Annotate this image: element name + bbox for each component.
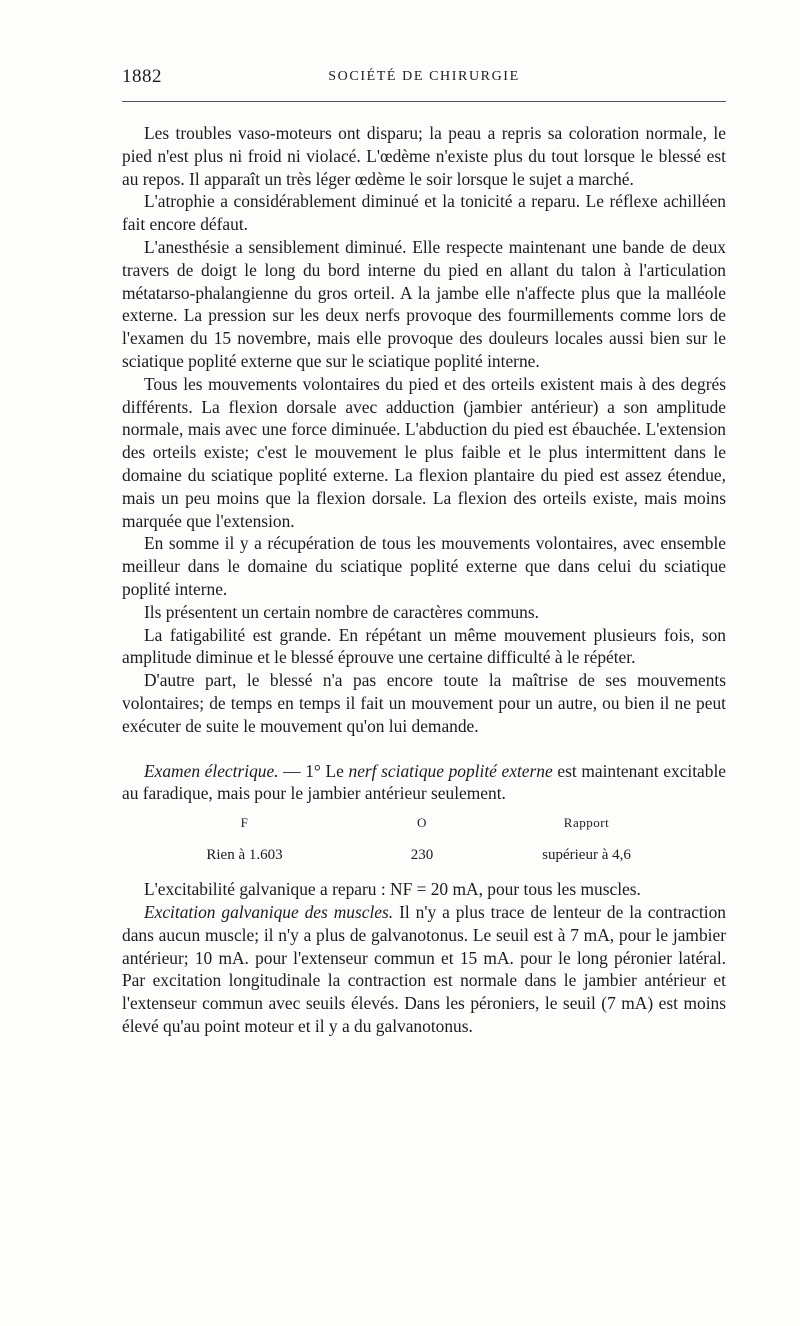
galvanic-muscles-heading: Excitation galvanique des muscles. [144,901,394,922]
table-header-row [122,815,726,847]
table-header-f: F [240,815,249,831]
paragraph-common-traits: Ils présentent un certain nombre de caractères communs. [144,601,539,622]
table-cell-o: 230 [410,847,434,864]
table-cell-f: Rien à 1.603 [206,847,283,864]
running-title: SOCIÉTÉ DE CHIRURGIE [328,69,520,84]
paragraph-control: D'autre part, le blessé n'a pas encore toute la maîtrise de ses mouvements volontaires; de temps en temps il fait un mouvement pour un autre, ou bien il ne peut exécuter de suite le mouvement qu'on lui demande. [122,670,726,736]
page-header [122,66,726,96]
header-rule [122,101,726,102]
exam-rest: est maintenant excitable au faradique, mais pour le jambier antérieur seulement. [122,760,726,804]
paragraph-movements: Tous les mouvements volontaires du pied et des orteils existent mais à des degrés différents. La flexion dorsale avec adduction (jambier antérieur) a son amplitude normale, mais avec une force diminuée. L'abduction du pied est ébauchée. L'extension des orteils existe; c'est le mouvement le plus faible et le plus intermittent dans le domaine du sciatique poplité externe. La flexion plantaire du pied est assez étendue, mais un peu moins que la flexion dorsale. La flexion des orteils existe, mais moins marquée que l'extension. [122,373,726,531]
paragraph-electrical-exam [122,760,726,806]
exam-heading: Examen électrique. [144,760,279,781]
table-row [122,847,726,864]
body-text [122,122,726,1038]
excitability-table [122,815,726,864]
paragraph-anesthesia: L'anesthésie a sensiblement diminué. Elle respecte maintenant une bande de deux travers de doigt le long du bord interne du pied en allant du talon à l'articulation métatarso-phalangienne du gros orteil. A la jambe elle n'affecte plus que la malléole externe. La pression sur les deux nerfs provoque des fourmillements comme lors de l'examen du 15 novembre, mais elle provoque des douleurs locales aussi bien sur le sciatique poplité externe que sur le sciatique poplité interne. [122,236,726,371]
table-header-o: O [417,815,427,831]
exam-nerve: nerf sciatique poplité externe [348,760,553,781]
paragraph-galvanic-muscles [122,901,726,1038]
paragraph-atrophy: L'atrophie a considérablement diminué et la tonicité a reparu. Le réflexe achilléen fait encore défaut. [122,191,726,235]
paragraph-fatigability: La fatigabilité est grande. En répétant un même mouvement plusieurs fois, son amplitude diminue et le blessé éprouve une certaine difficulté à le répéter. [122,624,726,668]
paragraph-vasomotor: Les troubles vaso-moteurs ont disparu; la peau a repris sa coloration normale, le pied n'est plus ni froid ni violacé. L'œdème n'existe plus du tout lorsque le blessé est au repos. Il apparaît un très léger œdème le soir lorsque le sujet a marché. [122,123,726,189]
page-number: 1882 [122,66,162,87]
galvanic-muscles-text: Il n'y a plus trace de lenteur de la contraction dans aucun muscle; il n'y a plus de galvanotonus. Le seuil est à 7 mA, pour le jambier antérieur; 10 mA. pour l'extenseur commun et 15 mA. pour le long péronier latéral. Par excitation longitudinale la contraction est normale dans le jambier antérieur et l'extenseur commun avec seuils élevés. Dans les péroniers, le seuil (7 mA) est moins élevé qu'au point moteur et il y a du galvanotonus. [122,901,726,1036]
table-header-rapport: Rapport [563,815,610,831]
paragraph-galvanic: L'excitabilité galvanique a reparu : NF = 20 mA, pour tous les muscles. [144,879,641,900]
table-cell-rapport: supérieur à 4,6 [542,847,631,864]
paragraph-summary: En somme il y a récupération de tous les mouvements volontaires, avec ensemble meilleur dans le domaine du sciatique poplité externe que dans celui du sciatique poplité interne. [122,533,726,599]
exam-number: — 1° Le [278,760,349,781]
